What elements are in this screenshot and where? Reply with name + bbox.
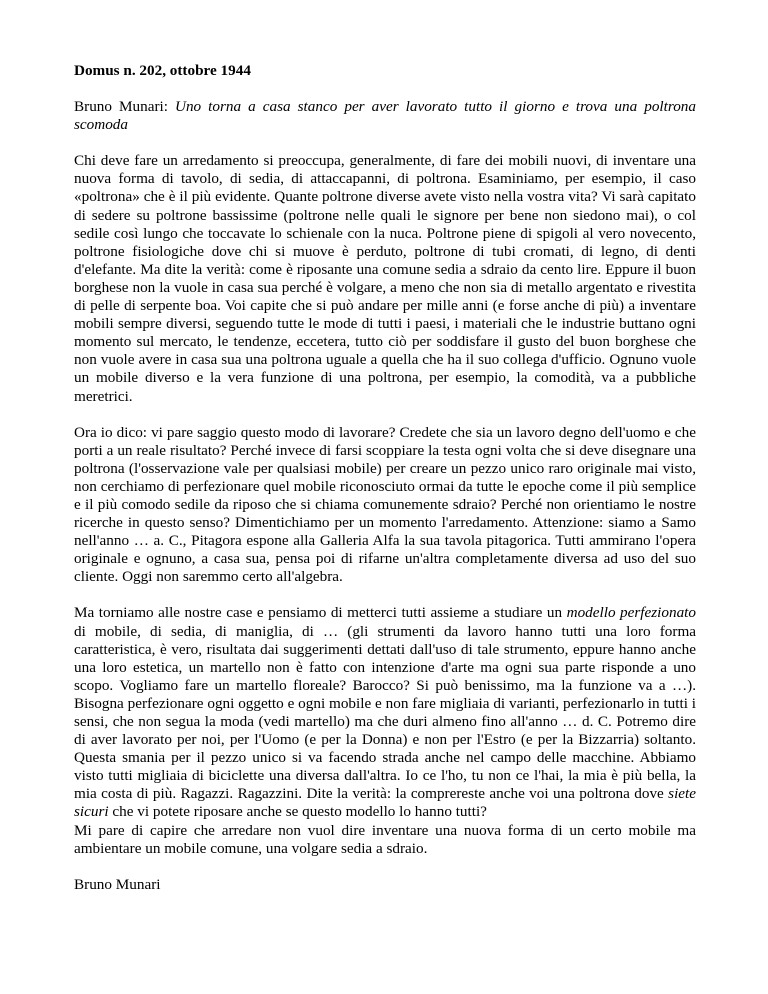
paragraph-3-text-c: che vi potete riposare anche se questo modello lo hanno tutti? bbox=[108, 803, 487, 821]
document-heading: Domus n. 202, ottobre 1944 bbox=[74, 62, 251, 79]
paragraph-3-text-a: Ma torniamo alle nostre case e pensiamo di metterci tutti assieme a studiare un bbox=[74, 604, 567, 622]
author-name: Bruno Munari: bbox=[74, 98, 175, 116]
paragraph-4: Mi pare di capire che arredare non vuol dire inventare una nuova forma di un certo mobile ma ambientare un mobile comune, una volgare sedia a sdraio. bbox=[74, 821, 696, 857]
paragraph-3 bbox=[74, 604, 696, 821]
article-subtitle bbox=[74, 98, 696, 134]
paragraph-3-emphasis-1: modello perfezionato bbox=[566, 604, 696, 622]
paragraph-2: Ora io dico: vi pare saggio questo modo di lavorare? Credete che sia un lavoro degno dell'uomo e che porti a un reale risultato? Perché invece di farsi scoppiare la testa ogni volta che si deve disegnare una poltrona (l'osservazione vale per qualsiasi mobile) per creare un pezzo unico raro originale mai visto, non cerchiamo di perfezionare quel mobile riconosciuto ormai da tutte le epoche come il più semplice e il più comodo sedile da riposo che si chiama comunemente sdraio? Perché non orientiamo le nostre ricerche in questo senso? Dimentichiamo per un momento l'arredamento. Attenzione: siamo a Samo nell'anno … a. C., Pitagora espone alla Galleria Alfa la sua tavola pitagorica. Tutti ammirano l'opera originale e ognuno, a casa sua, pensa poi di rifarne un'altra completamente diversa ad uso del suo cliente. Oggi non saremmo certo all'algebra. bbox=[74, 423, 696, 586]
paragraph-3-text-b: di mobile, di sedia, di maniglia, di … (gli strumenti da lavoro hanno tutti una loro forma caratteristica, è vero, risultata dai suggerimenti dettati dall'uso di tale strumento, eppure hanno anche una loro estetica, un martello non è fatto con intenzione d'arte ma ogni sua parte risponde a uno scopo. Vogliamo fare un martello floreale? Barocco? Si può benissimo, ma la funzione va a …). Bisogna perfezionare ogni oggetto e ogni mobile e non fare migliaia di varianti, perfezionarlo in tutti i sensi, che non segua la moda (vedi martello) ma che duri almeno fino all'anno … d. C. Potremo dire di aver lavorato per noi, per l'Uomo (e per la Donna) e non per l'Estro (e per la Bizzarria) soltanto. Questa smania per il pezzo unico si va facendo strada anche nel campo delle macchine. Abbiamo visto tutti migliaia di biciclette una diversa dall'altra. Io ce l'ho, tu non ce l'hai, la mia è più bella, la mia costa di più. Ragazzi. Ragazzini. Dite la verità: la comprereste anche voi una poltrona dove bbox=[74, 622, 696, 803]
article-title: Uno torna a casa stanco per aver lavorato tutto il giorno e trova una poltrona scomoda bbox=[74, 98, 696, 134]
paragraph-1: Chi deve fare un arredamento si preoccupa, generalmente, di fare dei mobili nuovi, di inventare una nuova forma di tavolo, di sedia, di attaccapanni, di poltrona. Esaminiamo, per esempio, il caso «poltrona» che è il più evidente. Quante poltrone diverse avete visto nella vostra vita? Vi sarà capitato di sedere su poltrone bassissime (poltrone nelle quali le signore per bene non siedono mai), o col sedile così lungo che toccavate lo schienale con la nuca. Poltrone piene di spigoli al vero novecento, poltrone fisiologiche dove chi si muove è perduto, poltrone di tubi cromati, di legno, di denti d'elefante. Ma dite la verità: come è riposante una comune sedia a sdraio da cento lire. Eppure il buon borghese non la vuole in casa sua perché è volgare, a meno che non sia di metallo argentato e rivestita di pelle di serpente boa. Voi capite che si può andare per mille anni (e forse anche di più) a inventare mobili sempre diversi, seguendo tutte le mode di tutti i paesi, i materiali che le industrie buttano ogni momento sul mercato, le tendenze, eccetera, tutto ciò per soddisfare il gusto del buon borghese che non vuole avere in casa sua una poltrona uguale a quella che ha il suo collega d'ufficio. Ognuno vuole un mobile diverso e la vera funzione di una poltrona, per esempio, la comodità, va a pubbliche meretrici. bbox=[74, 152, 696, 405]
document-page bbox=[74, 62, 696, 894]
paragraph-3-emphasis-2: siete sicuri bbox=[74, 785, 696, 821]
signature: Bruno Munari bbox=[74, 875, 161, 893]
